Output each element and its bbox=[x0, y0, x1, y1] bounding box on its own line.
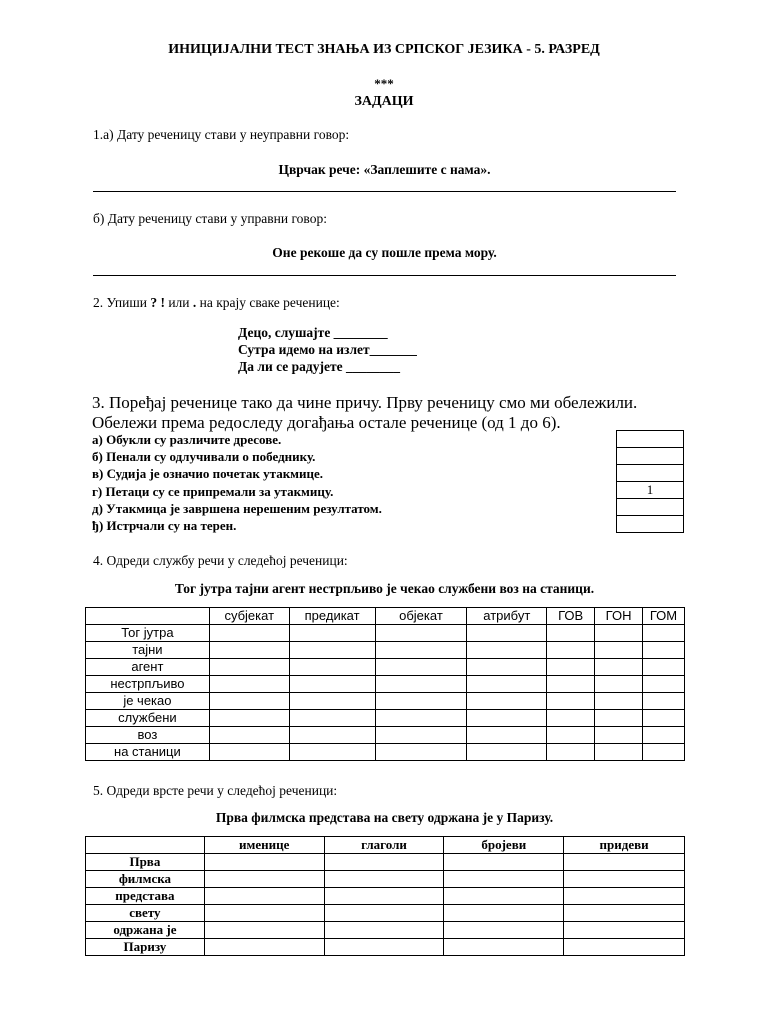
q4-sentence: Тог јутра тајни агент нестрпљиво је чекао службени воз на станици. bbox=[174, 581, 595, 596]
q5-answer-cell[interactable] bbox=[564, 905, 685, 922]
q4-answer-cell[interactable] bbox=[547, 676, 595, 693]
q2-prompt-suffix: на крају сваке реченице: bbox=[196, 295, 340, 310]
q3-order-box[interactable] bbox=[617, 499, 684, 516]
q4-answer-cell[interactable] bbox=[643, 744, 685, 761]
q2-item[interactable]: Да ли се радујете ________ bbox=[238, 359, 400, 374]
q4-answer-cell[interactable] bbox=[643, 727, 685, 744]
q4-answer-cell[interactable] bbox=[643, 676, 685, 693]
q4-column-header: ГОВ bbox=[547, 608, 595, 625]
q2-prompt-prefix: 2. Упиши bbox=[93, 295, 151, 310]
q4-answer-cell[interactable] bbox=[467, 642, 547, 659]
q5-header-row bbox=[86, 837, 685, 854]
q5-answer-cell[interactable] bbox=[204, 871, 324, 888]
page-title: ИНИЦИЈАЛНИ ТЕСТ ЗНАЊА ИЗ СРПСКОГ ЈЕЗИКА - 5. РАЗРЕД bbox=[168, 42, 600, 57]
q3-items bbox=[92, 431, 382, 534]
q4-row-label: на станици bbox=[86, 744, 210, 761]
q4-answer-cell[interactable] bbox=[209, 727, 289, 744]
q4-table-row bbox=[86, 693, 685, 710]
q4-table-row bbox=[86, 710, 685, 727]
q4-answer-cell[interactable] bbox=[289, 727, 375, 744]
q4-answer-cell[interactable] bbox=[375, 676, 467, 693]
q4-answer-cell[interactable] bbox=[209, 642, 289, 659]
q4-row-label: службени bbox=[86, 710, 210, 727]
q4-column-header: субјекат bbox=[209, 608, 289, 625]
q2-item[interactable]: Децо, слушајте ________ bbox=[238, 325, 388, 340]
q1b-sentence: Оне рекоше да су пошле према мору. bbox=[272, 245, 497, 260]
q4-row-label: Тог јутра bbox=[86, 625, 210, 642]
q5-table-row bbox=[86, 905, 685, 922]
q3-item: г) Петаци су се припремали за утакмицу. bbox=[92, 483, 334, 499]
q3-order-box[interactable]: 1 bbox=[617, 482, 684, 499]
q5-answer-cell[interactable] bbox=[204, 939, 324, 956]
q5-answer-cell[interactable] bbox=[324, 922, 444, 939]
q4-row-label: нестрпљиво bbox=[86, 676, 210, 693]
q1b-answer-line[interactable] bbox=[93, 275, 676, 276]
q4-column-header: објекат bbox=[375, 608, 467, 625]
q5-row-label: одржана је bbox=[86, 922, 205, 939]
q4-answer-cell[interactable] bbox=[289, 710, 375, 727]
q3-item: в) Судија је означио почетак утакмице. bbox=[92, 466, 324, 482]
q4-answer-cell[interactable] bbox=[595, 642, 643, 659]
q4-answer-cell[interactable] bbox=[643, 659, 685, 676]
q4-row-label: воз bbox=[86, 727, 210, 744]
q5-table-row bbox=[86, 888, 685, 905]
q5-answer-cell[interactable] bbox=[324, 905, 444, 922]
q5-answer-cell[interactable] bbox=[564, 854, 685, 871]
q4-header-row bbox=[86, 608, 685, 625]
q5-answer-cell[interactable] bbox=[204, 922, 324, 939]
q5-answer-cell[interactable] bbox=[204, 888, 324, 905]
q2-prompt bbox=[93, 295, 340, 311]
q3-order-box[interactable] bbox=[617, 431, 684, 448]
q4-table-row bbox=[86, 625, 685, 642]
q4-row-label: тајни bbox=[86, 642, 210, 659]
q3-heading-line2: Обележи према редоследу догађања остале реченице (од 1 до 6). bbox=[92, 413, 561, 432]
q5-column-header: глаголи bbox=[324, 837, 444, 854]
q4-answer-cell[interactable] bbox=[375, 710, 467, 727]
q5-row-label: Паризу bbox=[86, 939, 205, 956]
q3-item: д) Утакмица је завршена нерешеним резултатом. bbox=[92, 500, 382, 516]
q4-answer-cell[interactable] bbox=[595, 693, 643, 710]
q3-order-box[interactable] bbox=[617, 516, 684, 533]
q4-answer-cell[interactable] bbox=[595, 744, 643, 761]
q5-column-header: именице bbox=[204, 837, 324, 854]
q5-answer-cell[interactable] bbox=[324, 888, 444, 905]
tasks-heading: ЗАДАЦИ bbox=[354, 94, 414, 109]
q5-answer-cell[interactable] bbox=[444, 854, 564, 871]
q4-answer-cell[interactable] bbox=[467, 676, 547, 693]
q4-answer-cell[interactable] bbox=[595, 727, 643, 744]
q2-prompt-mid: или bbox=[168, 295, 193, 310]
q4-answer-cell[interactable] bbox=[375, 642, 467, 659]
q4-answer-cell[interactable] bbox=[467, 710, 547, 727]
q5-answer-cell[interactable] bbox=[444, 939, 564, 956]
q4-answer-cell[interactable] bbox=[375, 727, 467, 744]
q3-order-box[interactable] bbox=[617, 448, 684, 465]
q4-answer-cell[interactable] bbox=[467, 693, 547, 710]
q4-answer-cell[interactable] bbox=[467, 625, 547, 642]
q5-answer-cell[interactable] bbox=[564, 939, 685, 956]
q4-answer-cell[interactable] bbox=[547, 727, 595, 744]
q4-answer-cell[interactable] bbox=[643, 625, 685, 642]
q4-answer-cell[interactable] bbox=[289, 642, 375, 659]
q4-answer-cell[interactable] bbox=[289, 676, 375, 693]
q5-row-label: представа bbox=[86, 888, 205, 905]
q4-answer-cell[interactable] bbox=[209, 744, 289, 761]
q4-answer-cell[interactable] bbox=[209, 710, 289, 727]
separator-stars: *** bbox=[374, 76, 394, 91]
q4-table-row bbox=[86, 727, 685, 744]
q5-answer-cell[interactable] bbox=[204, 854, 324, 871]
q1b-prompt: б) Дату реченицу стави у управни говор: bbox=[93, 211, 327, 226]
q2-prompt-bold: ? ! bbox=[150, 295, 169, 310]
q5-answer-cell[interactable] bbox=[564, 922, 685, 939]
q3-order-boxes bbox=[616, 430, 684, 533]
q5-answer-cell[interactable] bbox=[324, 871, 444, 888]
q4-answer-cell[interactable] bbox=[547, 642, 595, 659]
q5-table-row bbox=[86, 939, 685, 956]
q4-answer-cell[interactable] bbox=[547, 744, 595, 761]
q4-column-header: атрибут bbox=[467, 608, 547, 625]
q4-answer-cell[interactable] bbox=[595, 676, 643, 693]
q4-answer-cell[interactable] bbox=[375, 659, 467, 676]
q4-column-header: предикат bbox=[289, 608, 375, 625]
q4-answer-cell[interactable] bbox=[209, 659, 289, 676]
q5-answer-cell[interactable] bbox=[444, 888, 564, 905]
q4-answer-cell[interactable] bbox=[595, 659, 643, 676]
q4-answer-cell[interactable] bbox=[467, 659, 547, 676]
q5-row-label: свету bbox=[86, 905, 205, 922]
q4-answer-cell[interactable] bbox=[547, 659, 595, 676]
q4-table-row bbox=[86, 744, 685, 761]
q5-table bbox=[85, 836, 685, 956]
q1a-sentence: Цврчак рече: «Заплешите с нама». bbox=[278, 162, 491, 177]
q4-answer-cell[interactable] bbox=[547, 625, 595, 642]
q5-answer-cell[interactable] bbox=[324, 854, 444, 871]
q3-item: б) Пенали су одлучивали о победнику. bbox=[92, 449, 316, 465]
q5-sentence: Прва филмска представа на свету одржана је у Паризу. bbox=[215, 810, 554, 825]
q4-column-header bbox=[86, 608, 210, 625]
q4-answer-cell[interactable] bbox=[209, 693, 289, 710]
q5-row-label: филмска bbox=[86, 871, 205, 888]
q4-answer-cell[interactable] bbox=[643, 642, 685, 659]
q4-answer-cell[interactable] bbox=[375, 693, 467, 710]
q3-heading bbox=[92, 393, 692, 433]
q4-prompt: 4. Одреди службу речи у следећој реченици: bbox=[93, 553, 348, 568]
q5-prompt: 5. Одреди врсте речи у следећој реченици: bbox=[93, 783, 338, 798]
q3-item: ђ) Истрчали су на терен. bbox=[92, 518, 237, 534]
q1a-answer-line[interactable] bbox=[93, 191, 676, 192]
q4-table-row bbox=[86, 676, 685, 693]
q5-table-row bbox=[86, 854, 685, 871]
q4-column-header: ГОМ bbox=[643, 608, 685, 625]
q5-table-row bbox=[86, 922, 685, 939]
q4-answer-cell[interactable] bbox=[289, 693, 375, 710]
q5-table-row bbox=[86, 871, 685, 888]
q4-answer-cell[interactable] bbox=[209, 625, 289, 642]
q5-answer-cell[interactable] bbox=[444, 871, 564, 888]
q1a-prompt: 1.а) Дату реченицу стави у неуправни говор: bbox=[93, 127, 350, 142]
q4-answer-cell[interactable] bbox=[209, 676, 289, 693]
q3-item: а) Обукли су различите дресове. bbox=[92, 432, 282, 447]
q4-answer-cell[interactable] bbox=[643, 710, 685, 727]
q4-row-label: је чекао bbox=[86, 693, 210, 710]
q5-row-label: Прва bbox=[86, 854, 205, 871]
q5-answer-cell[interactable] bbox=[324, 939, 444, 956]
q5-answer-cell[interactable] bbox=[204, 905, 324, 922]
q2-item[interactable]: Сутра идемо на излет_______ bbox=[238, 342, 417, 357]
q4-answer-cell[interactable] bbox=[595, 625, 643, 642]
q4-column-header: ГОН bbox=[595, 608, 643, 625]
q5-answer-cell[interactable] bbox=[444, 922, 564, 939]
q4-answer-cell[interactable] bbox=[467, 744, 547, 761]
q4-answer-cell[interactable] bbox=[643, 693, 685, 710]
q4-table bbox=[85, 607, 685, 761]
q3-order-box[interactable] bbox=[617, 465, 684, 482]
q5-answer-cell[interactable] bbox=[564, 871, 685, 888]
q4-answer-cell[interactable] bbox=[375, 744, 467, 761]
q4-answer-cell[interactable] bbox=[547, 710, 595, 727]
q5-column-header bbox=[86, 837, 205, 854]
q4-answer-cell[interactable] bbox=[467, 727, 547, 744]
q5-column-header: придеви bbox=[564, 837, 685, 854]
q4-answer-cell[interactable] bbox=[289, 744, 375, 761]
q5-answer-cell[interactable] bbox=[444, 905, 564, 922]
q4-table-row bbox=[86, 642, 685, 659]
q4-answer-cell[interactable] bbox=[289, 659, 375, 676]
q2-prompt-bold2: . bbox=[192, 295, 197, 310]
q4-answer-cell[interactable] bbox=[547, 693, 595, 710]
q4-answer-cell[interactable] bbox=[375, 625, 467, 642]
q4-table-row bbox=[86, 659, 685, 676]
q4-answer-cell[interactable] bbox=[595, 710, 643, 727]
q3-heading-line1: 3. Поређај реченице тако да чине причу. Прву реченицу смо ми обележили. bbox=[92, 393, 638, 412]
q4-row-label: агент bbox=[86, 659, 210, 676]
q5-answer-cell[interactable] bbox=[564, 888, 685, 905]
q2-items bbox=[238, 324, 417, 375]
q4-answer-cell[interactable] bbox=[289, 625, 375, 642]
q5-column-header: бројеви bbox=[444, 837, 564, 854]
